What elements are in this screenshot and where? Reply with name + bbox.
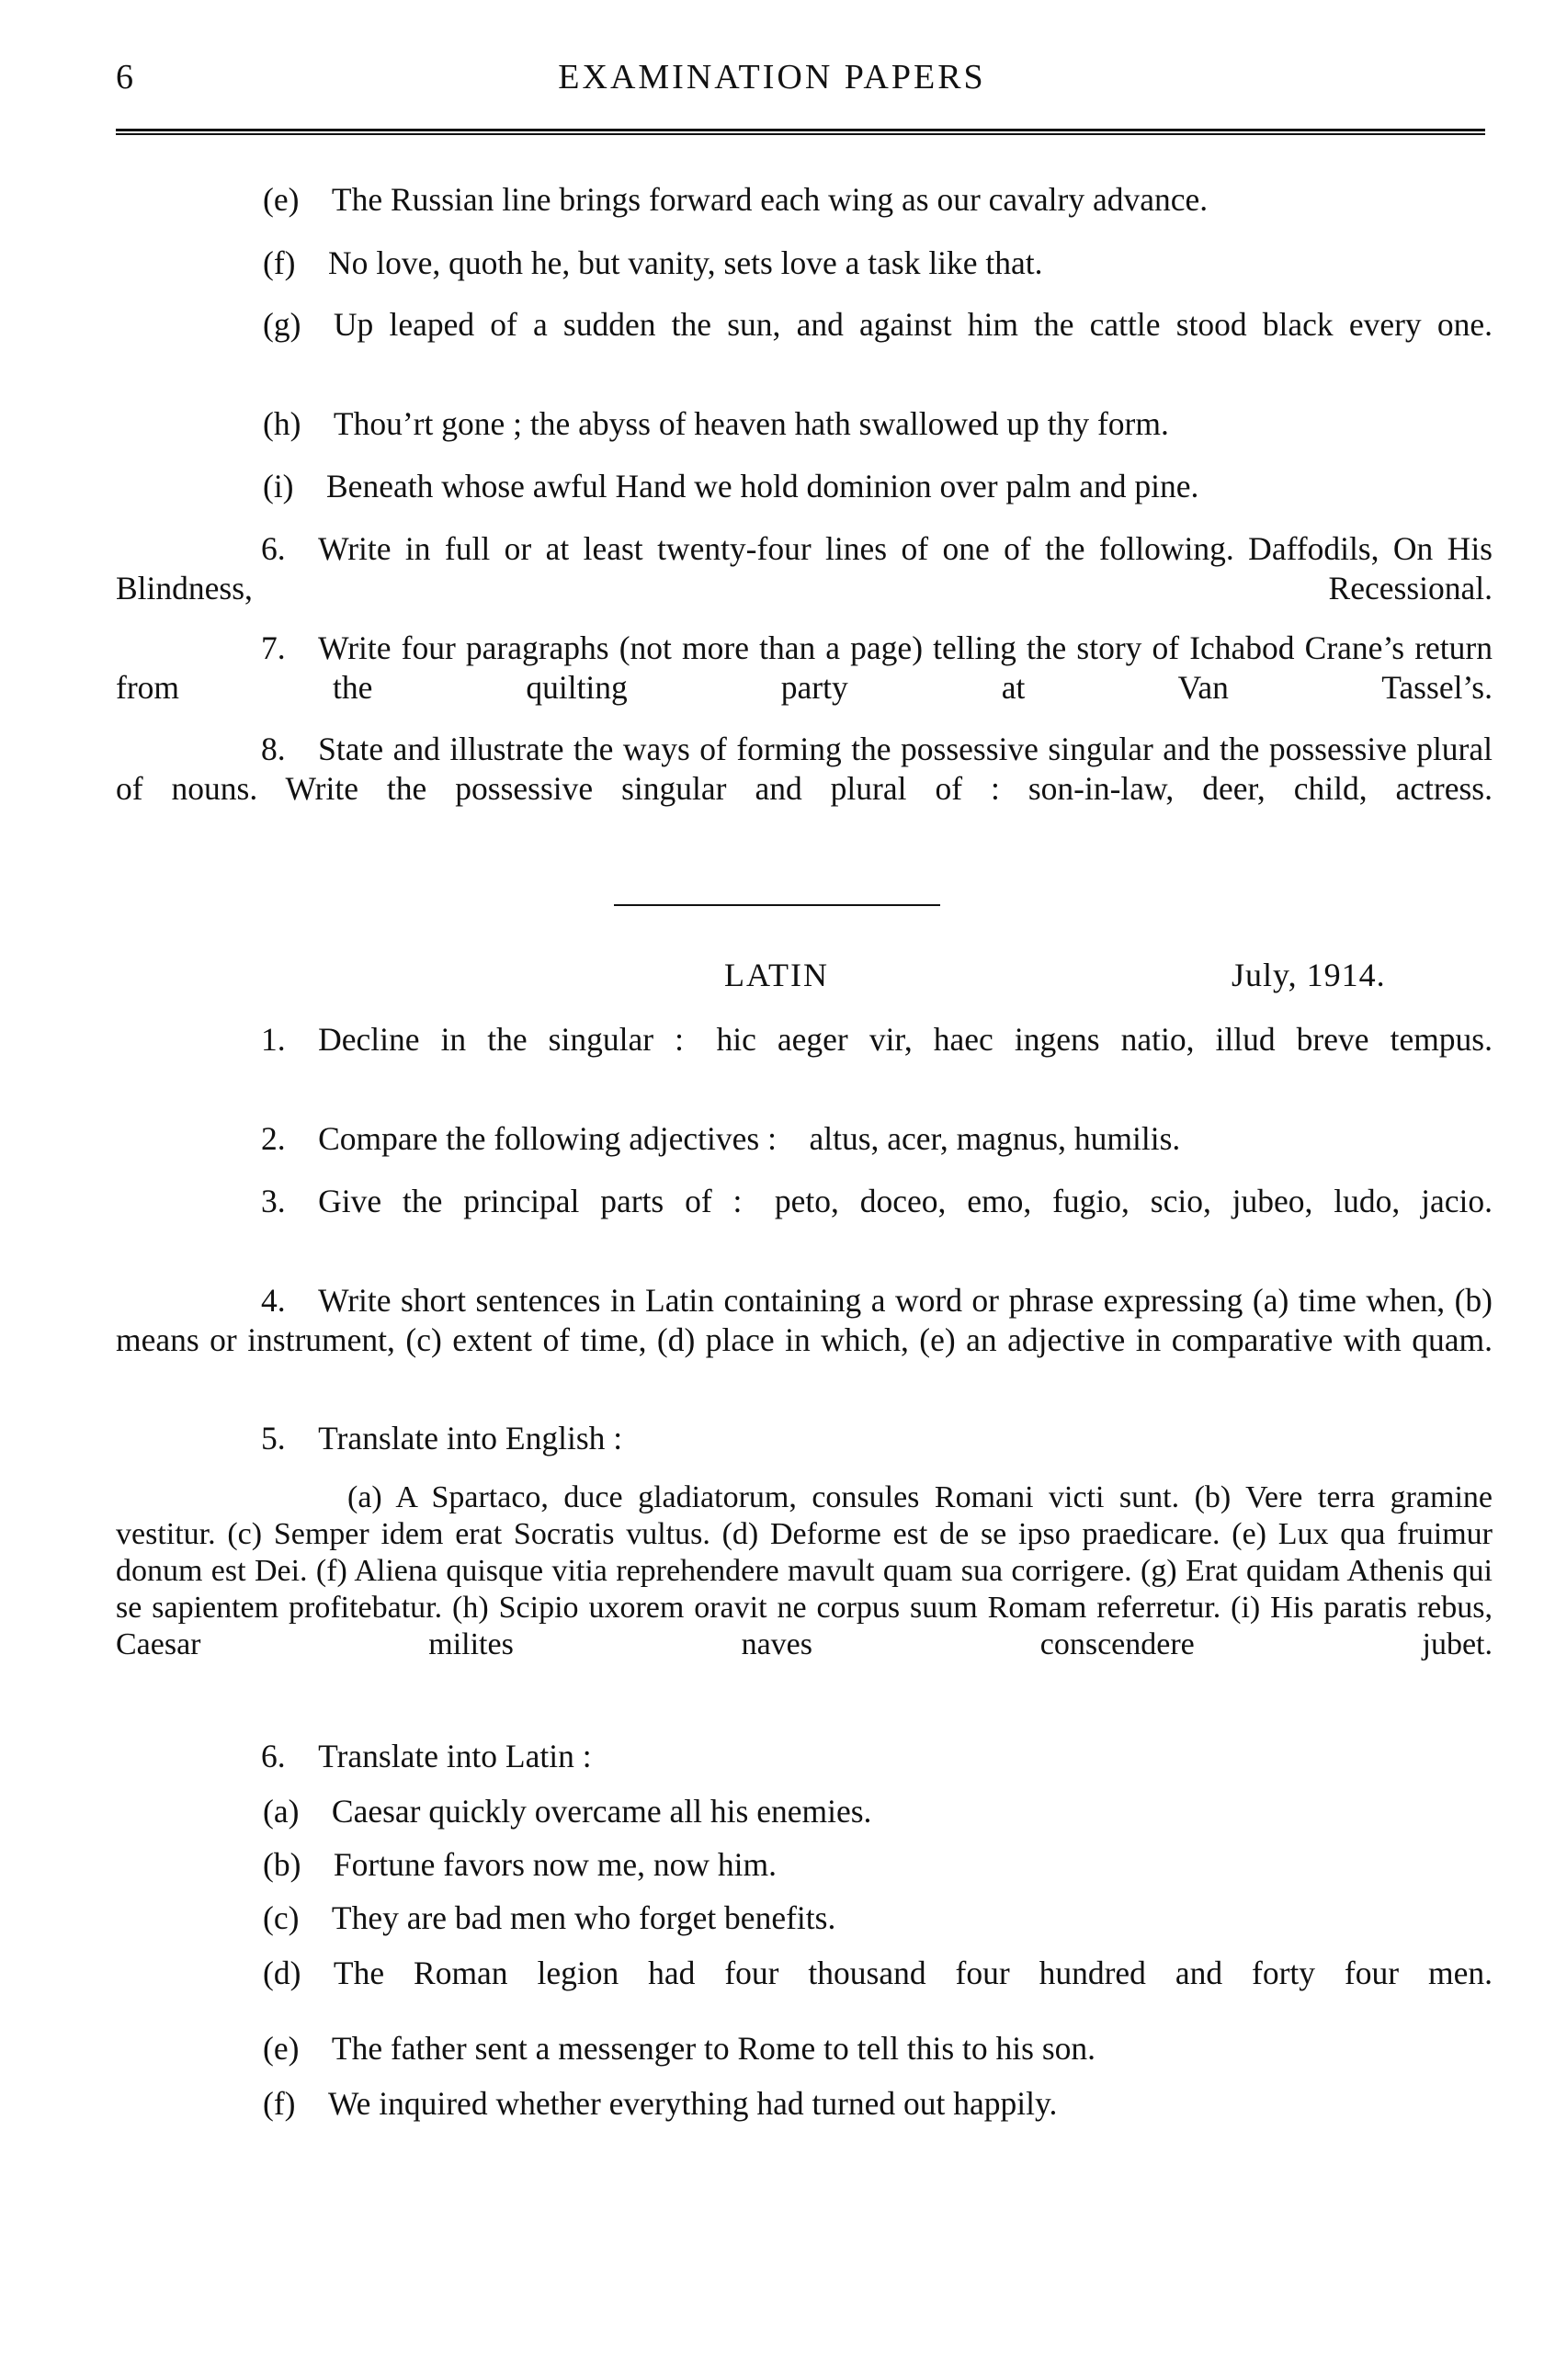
latin-q6-item-a: (a) Caesar quickly overcame all his enemies. (263, 1793, 872, 1830)
latin-q6-item-e: (e) The father sent a messenger to Rome to tell this to his son. (263, 2030, 1096, 2067)
header-rule (116, 129, 1485, 135)
latin-question-1: 1. Decline in the singular : hic aeger vir, haec ingens natio, illud breve tempus. (261, 1021, 1493, 1058)
latin-question-5-passage: (a) A Spartaco, duce gladiatorum, consules Romani victi sunt. (b) Vere terra gramine vestitur. (c) Semper idem erat Socratis vultus. (d) Deforme est de se ipso praedicare. (e) Lux qua fruimur donum est Dei. (f) Aliena quisque vitia reprehendere mavult quam sua corrigere. (g) Erat quidam Athenis qui se sapientem profitebatur. (h) Scipio uxorem oravit ne corpus suum Romam referretur. (i) His paratis rebus, Caesar milites naves conscendere jubet. (116, 1480, 1493, 1661)
english-q5-item-f: (f) No love, quoth he, but vanity, sets love a task like that. (263, 244, 1043, 281)
section-divider (614, 904, 940, 906)
latin-q6-item-c: (c) They are bad men who forget benefits. (263, 1899, 836, 1936)
latin-question-6-heading: 6. Translate into Latin : (261, 1738, 592, 1774)
running-title: EXAMINATION PAPERS (558, 58, 986, 96)
latin-q6-item-f: (f) We inquired whether everything had turned out happily. (263, 2085, 1058, 2122)
english-q5-item-g: (g) Up leaped of a sudden the sun, and against him the cattle stood black every one. (263, 306, 1493, 343)
section-title-latin: LATIN (724, 957, 829, 993)
latin-q6-item-d: (d) The Roman legion had four thousand four hundred and forty four men. (263, 1955, 1493, 1991)
english-question-8: 8. State and illustrate the ways of forming the possessive singular and the possessive plural of nouns. Write the possessive singular and plural of : son-in-law, deer, child, actress. (116, 731, 1493, 807)
english-question-6: 6. Write in full or at least twenty-four lines of one of the following. Daffodils, On His Blindness, Recessional. (116, 530, 1493, 606)
english-q5-item-i: (i) Beneath whose awful Hand we hold dominion over palm and pine. (263, 468, 1199, 504)
english-question-7: 7. Write four paragraphs (not more than a page) telling the story of Ichabod Crane’s return from the quilting party at Van Tassel’s. (116, 629, 1493, 706)
latin-question-2: 2. Compare the following adjectives : altus, acer, magnus, humilis. (261, 1120, 1181, 1157)
page-number: 6 (116, 58, 134, 96)
latin-q6-item-b: (b) Fortune favors now me, now him. (263, 1846, 778, 1883)
latin-question-4: 4. Write short sentences in Latin containing a word or phrase expressing (a) time when, (b) means or instrument, (c) extent of time, (d) place in which, (e) an adjective in comparative with quam. (116, 1282, 1493, 1358)
section-date: July, 1914. (1232, 957, 1386, 993)
latin-question-5-heading: 5. Translate into English : (261, 1420, 623, 1456)
english-q5-item-h: (h) Thou’rt gone ; the abyss of heaven hath swallowed up thy form. (263, 405, 1169, 442)
english-q5-item-e: (e) The Russian line brings forward each wing as our cavalry advance. (263, 181, 1209, 218)
latin-question-3: 3. Give the principal parts of : peto, doceo, emo, fugio, scio, jubeo, ludo, jacio. (261, 1183, 1493, 1219)
